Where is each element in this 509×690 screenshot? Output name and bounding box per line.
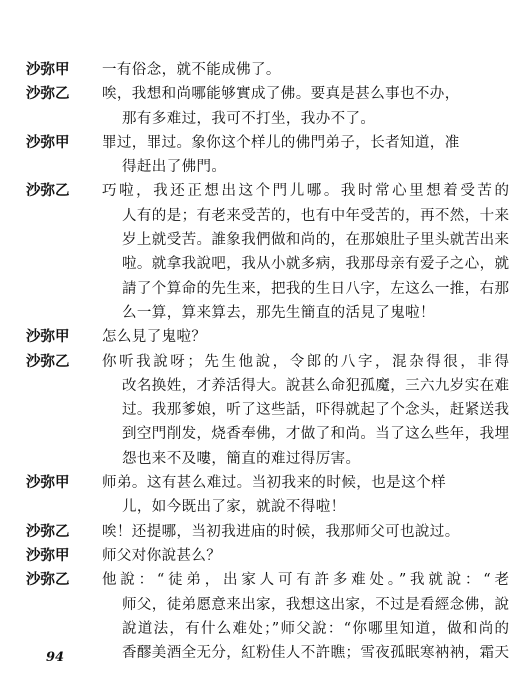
text-line: 請了个算命的先生来，把我的生日八字，左这么一推，右那: [122, 280, 509, 297]
text-line: 师弟。这有甚么难过。当初我来的时候，也是这个样: [102, 475, 446, 492]
text-line: 罪过，罪过。象你这个样儿的佛門弟子，长者知道，准: [102, 134, 460, 151]
text-line: 香醪美酒全无分，紅粉佳人不許瞧；雪夜孤眠寒衲衲，霜天: [122, 645, 509, 662]
text-line: 巧啦，我还正想出这个門儿哪。我时常心里想着受苦的: [102, 183, 509, 200]
text-line: 他說：“徒弟，出家人可有許多难处。”我就說：“老: [102, 572, 509, 589]
speech-text: [102, 520, 460, 544]
dialogue-entry: [26, 520, 460, 544]
speaker-label: 沙弥乙: [26, 571, 70, 589]
dialogue-entry: [26, 544, 446, 568]
speech-text: [102, 325, 446, 349]
text-line: 师父对你說甚么？: [102, 547, 222, 564]
speech-text: [102, 471, 446, 520]
text-line: 你听我說呀；先生他說，令郎的八字，混杂得很，非得: [102, 353, 509, 370]
text-line: 說道法，有什么难处；”师父說：“你哪里知道，做和尚的: [122, 620, 509, 637]
speech-text: [102, 568, 509, 665]
text-line: 到空門削发，烧香奉佛，才做了和尚。当了这么些年，我埋: [122, 426, 509, 443]
text-line: 岁上就受苦。誰象我們做和尚的，在那娘肚子里头就苦出来: [122, 232, 509, 249]
text-line: 唉！还提哪，当初我进庙的时候，我那师父可也說过。: [102, 523, 460, 540]
speech-text: [102, 82, 460, 131]
text-line: 啦。就拿我說吧，我从小就多病，我那母亲有爱子之心，就: [122, 256, 509, 273]
dialogue-entry: [26, 58, 446, 82]
text-line: 师父，徒弟愿意来出家，我想这出家，不过是看經念佛，說: [122, 596, 509, 613]
speaker-label: 沙弥甲: [26, 474, 70, 492]
speaker-label: 沙弥甲: [26, 61, 70, 78]
dialogue-entry: [26, 325, 446, 349]
speech-text: [102, 58, 446, 82]
speech-text: [102, 131, 460, 180]
dialogue-entry: [26, 471, 446, 520]
text-line: 一有俗念，就不能成佛了。: [102, 62, 281, 78]
speaker-label: 沙弥甲: [26, 133, 70, 151]
dialogue-entry: [26, 179, 509, 325]
speaker-label: 沙弥乙: [26, 85, 70, 103]
page-number: 94: [46, 650, 65, 665]
speaker-label: 沙弥甲: [26, 546, 70, 564]
speaker-label: 沙弥乙: [26, 182, 70, 200]
text-line: 改名换姓，才养活得大。說甚么命犯孤魔，三六九岁实在难: [122, 377, 509, 394]
text-line: 唉，我想和尚哪能够實成了佛。要真是甚么事也不办，: [102, 86, 460, 103]
speech-text: [102, 350, 509, 471]
text-line: 儿，如今既出了家，就說不得啦！: [122, 499, 346, 516]
text-line: 怎么見了鬼啦？: [102, 329, 207, 346]
speaker-label: 沙弥乙: [26, 522, 70, 540]
text-line: 那有多难过，我可不打坐，我办不了。: [122, 110, 376, 127]
text-line: 过。我那爹娘，听了这些話，吓得就起了个念头，赶紧送我: [122, 402, 509, 419]
speaker-label: 沙弥乙: [26, 352, 70, 370]
text-line: 得赶出了佛門。: [122, 159, 227, 176]
dialogue-entry: [26, 568, 509, 665]
dialogue-entry: [26, 131, 460, 180]
dialogue-entry: [26, 350, 509, 471]
text-line: 么一算，算来算去，那先生簡直的活見了鬼啦！: [122, 304, 435, 321]
dialogue-entry: [26, 82, 460, 131]
speaker-label: 沙弥甲: [26, 328, 70, 346]
text-line: 人有的是；有老来受苦的，也有中年受苦的，再不然，十来: [122, 207, 509, 224]
speech-text: [102, 179, 509, 325]
speech-text: [102, 544, 446, 568]
text-line: 怨也来不及嘍，簡直的难过得厉害。: [122, 450, 361, 467]
dialogue-text: [26, 58, 509, 665]
